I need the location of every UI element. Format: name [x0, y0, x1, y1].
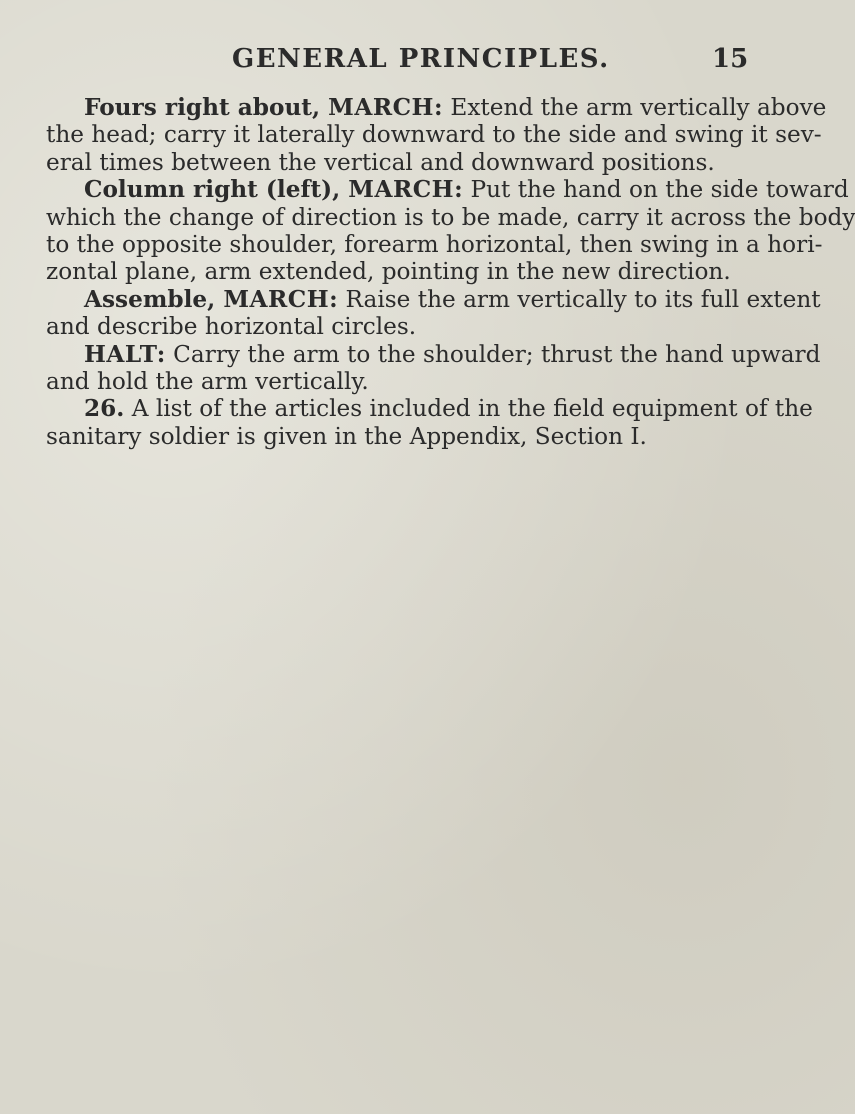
body-text — [46, 94, 855, 450]
instruction-text: A list of the articles included in the field equipment of the — [124, 395, 813, 423]
command-text: Assemble, — [84, 285, 224, 313]
paragraph-number: 26. — [84, 395, 125, 423]
text-line — [46, 285, 821, 313]
text-line — [46, 176, 849, 204]
text-line — [46, 340, 821, 368]
march-command: MARCH: — [328, 94, 444, 121]
page-number: 15 — [712, 44, 749, 74]
march-command: MARCH: — [348, 176, 464, 204]
instruction-text: Put the hand on the side toward — [463, 176, 849, 204]
text-line: to the opposite shoulder, forearm horizontal, then swing in a hori- — [46, 231, 823, 259]
text-line: zontal plane, arm extended, pointing in the new direction. — [46, 258, 731, 286]
text-line: and describe horizontal circles. — [46, 313, 417, 341]
text-line: eral times between the vertical and downward positions. — [46, 148, 715, 176]
text-line — [46, 395, 813, 423]
instruction-text: Raise the arm vertically to its full extent — [338, 285, 821, 313]
text-line — [46, 94, 827, 121]
paragraph-column-right — [46, 176, 855, 286]
paragraph-fours-right-about — [46, 94, 827, 176]
text-line: the head; carry it laterally downward to the side and swing it sev- — [46, 121, 822, 149]
paragraph-assemble — [46, 285, 821, 341]
page-header — [0, 38, 800, 78]
text-line: which the change of direction is to be made, carry it across the body — [46, 203, 855, 231]
march-command: MARCH: — [223, 285, 339, 313]
instruction-text: Extend the arm vertically above — [443, 94, 827, 121]
paragraph-halt — [46, 340, 821, 396]
instruction-text: Carry the arm to the shoulder; thrust the hand upward — [165, 340, 821, 368]
text-line: and hold the arm vertically. — [46, 368, 369, 396]
command-text: Fours right about, — [84, 94, 329, 121]
halt-command: HALT: — [84, 340, 166, 368]
text-line: sanitary soldier is given in the Appendix, Section I. — [46, 422, 647, 450]
paragraph-26 — [46, 395, 813, 450]
command-text: Column right (left), — [84, 176, 349, 204]
running-head: GENERAL PRINCIPLES. — [232, 44, 610, 74]
